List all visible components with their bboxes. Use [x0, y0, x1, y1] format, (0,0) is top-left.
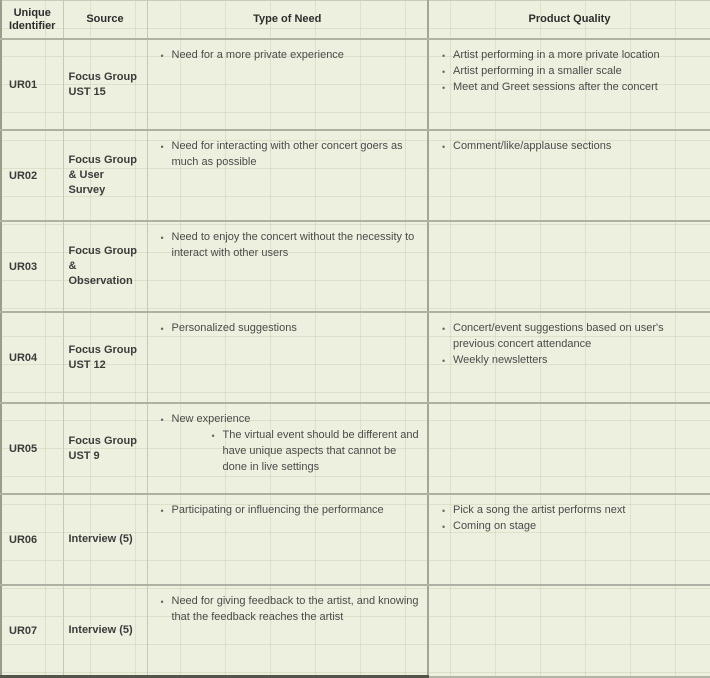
row-type-of-need — [147, 585, 428, 677]
row-product-quality — [428, 403, 710, 494]
row-type-of-need — [147, 494, 428, 585]
need-sublist — [172, 427, 420, 475]
row-id: UR03 — [1, 221, 63, 312]
table-row — [1, 130, 710, 221]
row-id: UR01 — [1, 39, 63, 130]
need-list — [148, 411, 428, 475]
row-product-quality — [428, 221, 710, 312]
table-row — [1, 312, 710, 403]
table-row — [1, 585, 710, 677]
table-row — [1, 221, 710, 312]
row-type-of-need — [147, 312, 428, 403]
quality-item: • Artist performing in a more private location — [429, 47, 702, 63]
quality-item: • Pick a song the artist performs next — [429, 502, 702, 518]
need-item: • Personalized suggestions — [148, 320, 420, 336]
need-list — [148, 593, 428, 625]
need-list — [148, 320, 428, 336]
quality-item: • Meet and Greet sessions after the concert — [429, 79, 702, 95]
quality-item: • Artist performing in a smaller scale — [429, 63, 702, 79]
table-header — [1, 1, 710, 40]
need-item: • Need for giving feedback to the artist, and knowing that the feedback reaches the artist — [148, 593, 420, 625]
row-id: UR04 — [1, 312, 63, 403]
row-source: Focus Group UST 12 — [63, 312, 147, 403]
need-list — [148, 138, 428, 170]
quality-item: • Comment/like/applause sections — [429, 138, 702, 154]
need-list — [148, 502, 428, 518]
row-type-of-need — [147, 130, 428, 221]
row-id: UR02 — [1, 130, 63, 221]
need-item: • New experience • The virtual event should be different and have unique aspects that cannot be done in live settings — [148, 411, 420, 475]
row-type-of-need — [147, 403, 428, 494]
table-row — [1, 403, 710, 494]
quality-item: • Coming on stage — [429, 518, 702, 534]
quality-item: • Weekly newsletters — [429, 352, 702, 368]
need-item: • Need to enjoy the concert without the necessity to interact with other users — [148, 229, 420, 261]
row-source: Interview (5) — [63, 585, 147, 677]
need-item: • Need for a more private experience — [148, 47, 420, 63]
row-id: UR05 — [1, 403, 63, 494]
row-product-quality — [428, 494, 710, 585]
row-id: UR07 — [1, 585, 63, 677]
row-source: Focus Group & User Survey — [63, 130, 147, 221]
quality-list — [429, 502, 710, 534]
row-source: Focus Group UST 9 — [63, 403, 147, 494]
need-list — [148, 229, 428, 261]
row-product-quality — [428, 585, 710, 677]
row-source: Focus Group UST 15 — [63, 39, 147, 130]
col-header-type-of-need: Type of Need — [147, 1, 428, 40]
col-header-source: Source — [63, 1, 147, 40]
quality-list — [429, 47, 710, 95]
row-product-quality — [428, 39, 710, 130]
row-type-of-need — [147, 221, 428, 312]
col-header-unique-identifier: Unique Identifier — [1, 1, 63, 40]
row-source: Interview (5) — [63, 494, 147, 585]
need-list — [148, 47, 428, 63]
table-body — [1, 39, 710, 677]
row-product-quality — [428, 130, 710, 221]
row-product-quality — [428, 312, 710, 403]
table-row — [1, 494, 710, 585]
col-header-product-quality: Product Quality — [428, 1, 710, 40]
quality-item: • Concert/event suggestions based on user's previous concert attendance — [429, 320, 702, 352]
row-id: UR06 — [1, 494, 63, 585]
quality-list — [429, 320, 710, 368]
row-type-of-need — [147, 39, 428, 130]
need-subitem: • The virtual event should be different and have unique aspects that cannot be done in live settings — [210, 427, 420, 475]
need-item: • Need for interacting with other concert goers as much as possible — [148, 138, 420, 170]
table-row — [1, 39, 710, 130]
quality-list — [429, 138, 710, 154]
need-item: • Participating or influencing the performance — [148, 502, 420, 518]
row-source: Focus Group & Observation — [63, 221, 147, 312]
